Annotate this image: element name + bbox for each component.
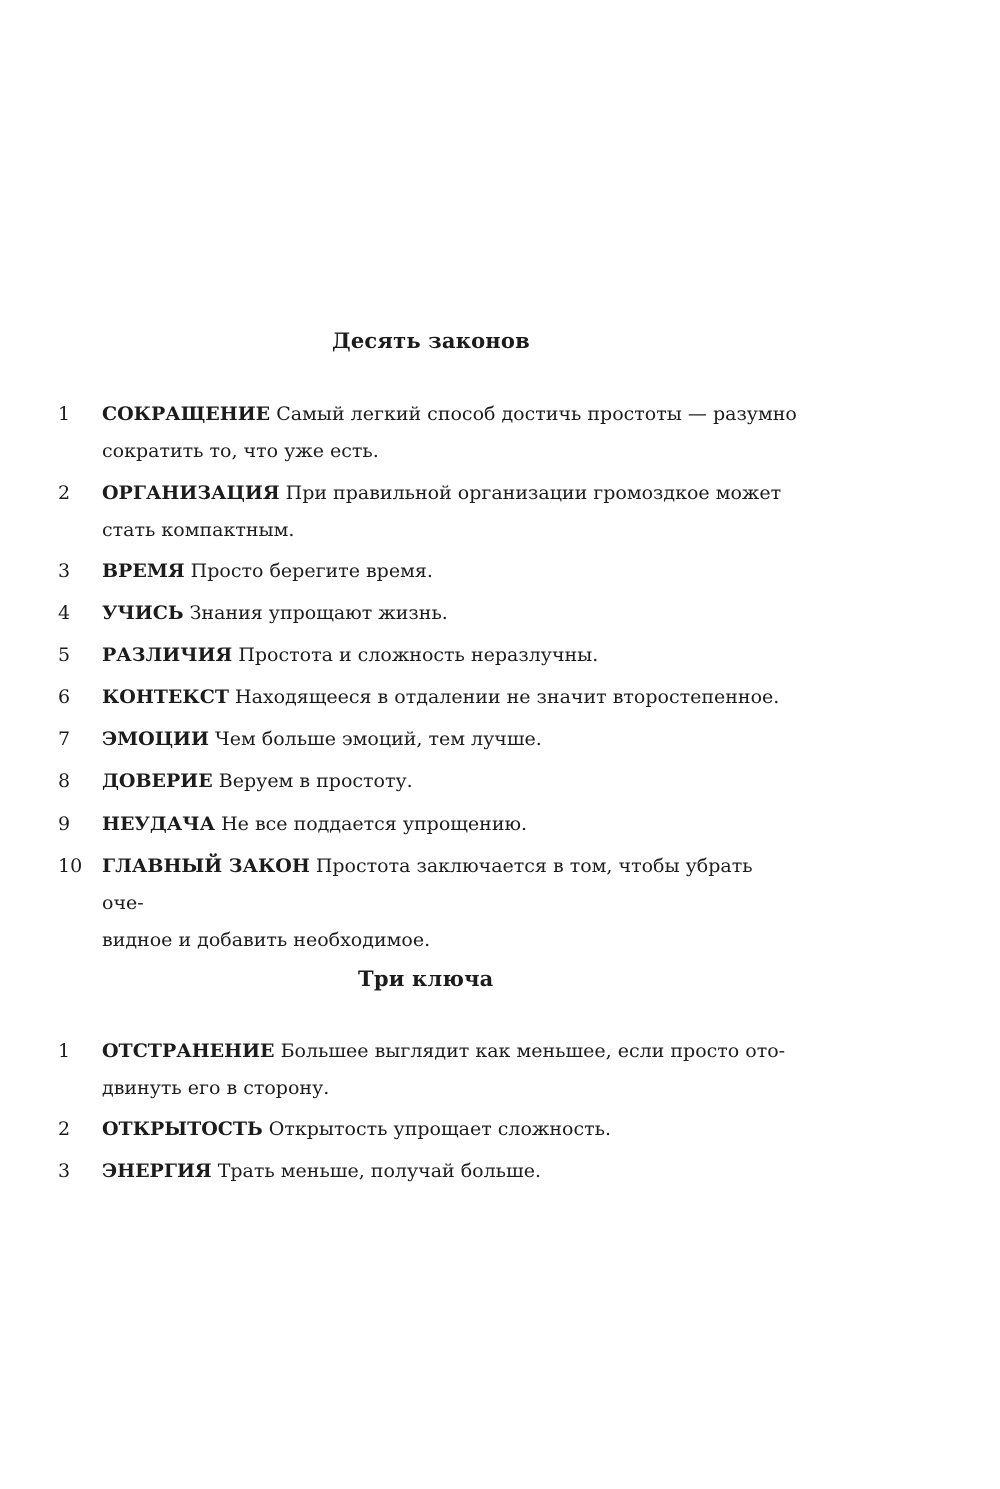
item-term: ЭМОЦИИ [102, 728, 209, 750]
item-term: НЕУДАЧА [102, 813, 216, 835]
law-item-10 [58, 848, 798, 959]
item-text: Чем больше эмоций, тем лучше. [215, 728, 542, 750]
item-text: Трать меньше, получай больше. [217, 1160, 541, 1182]
item-number: 6 [58, 686, 71, 708]
item-number: 1 [58, 1040, 71, 1062]
law-item-7 [58, 721, 798, 758]
item-term: КОНТЕКСТ [102, 686, 229, 708]
item-number: 3 [58, 560, 71, 582]
law-item-4 [58, 595, 798, 632]
item-text-continued: стать компактным. [102, 519, 295, 541]
item-term: ГЛАВНЫЙ ЗАКОН [102, 855, 310, 877]
item-text: Просто берегите время. [190, 560, 433, 582]
section-title-ten-laws: Десять законов [332, 328, 530, 353]
item-text: Веруем в простоту. [218, 770, 413, 792]
item-term: ДОВЕРИЕ [102, 770, 213, 792]
item-text-continued: видное и добавить необходимое. [102, 929, 431, 951]
item-number: 1 [58, 403, 71, 425]
key-item-2 [58, 1111, 798, 1148]
item-term: РАЗЛИЧИЯ [102, 644, 233, 666]
item-text: Знания упрощают жизнь. [189, 602, 448, 624]
item-term: СОКРАЩЕНИЕ [102, 403, 271, 425]
law-item-9 [58, 806, 798, 843]
law-item-2 [58, 475, 798, 549]
item-text: Простота заключается в том, чтобы убрать оче- [102, 855, 753, 914]
item-number: 9 [58, 813, 71, 835]
item-number: 8 [58, 770, 71, 792]
law-item-5 [58, 637, 798, 674]
item-text: Простота и сложность неразлучны. [238, 644, 599, 666]
item-term: ВРЕМЯ [102, 560, 185, 582]
item-number: 2 [58, 1118, 71, 1140]
law-item-3 [58, 553, 798, 590]
item-text: Самый легкий способ достичь простоты — разумно [276, 403, 797, 425]
item-number: 10 [58, 855, 83, 877]
item-text: Находящееся в отдалении не значит второстепенное. [235, 686, 780, 708]
item-number: 2 [58, 482, 71, 504]
section-title-three-keys: Три ключа [358, 966, 494, 991]
item-number: 3 [58, 1160, 71, 1182]
law-item-6 [58, 679, 798, 716]
item-term: ЭНЕРГИЯ [102, 1160, 212, 1182]
item-term: ОТКРЫТОСТЬ [102, 1118, 263, 1140]
item-number: 7 [58, 728, 71, 750]
item-number: 4 [58, 602, 71, 624]
item-text: Большее выглядит как меньшее, если просто ото- [280, 1040, 786, 1062]
item-term: УЧИСЬ [102, 602, 184, 624]
key-item-3 [58, 1153, 798, 1190]
item-text-continued: сократить то, что уже есть. [102, 440, 379, 462]
item-term: ОРГАНИЗАЦИЯ [102, 482, 280, 504]
item-term: ОТСТРАНЕНИЕ [102, 1040, 275, 1062]
item-text: Не все поддается упрощению. [221, 813, 528, 835]
item-text: При правильной организации громоздкое может [285, 482, 782, 504]
item-text-continued: двинуть его в сторону. [102, 1077, 330, 1099]
law-item-1 [58, 396, 798, 470]
item-text: Открытость упрощает сложность. [268, 1118, 612, 1140]
key-item-1 [58, 1033, 798, 1107]
law-item-8 [58, 763, 798, 800]
item-number: 5 [58, 644, 71, 666]
